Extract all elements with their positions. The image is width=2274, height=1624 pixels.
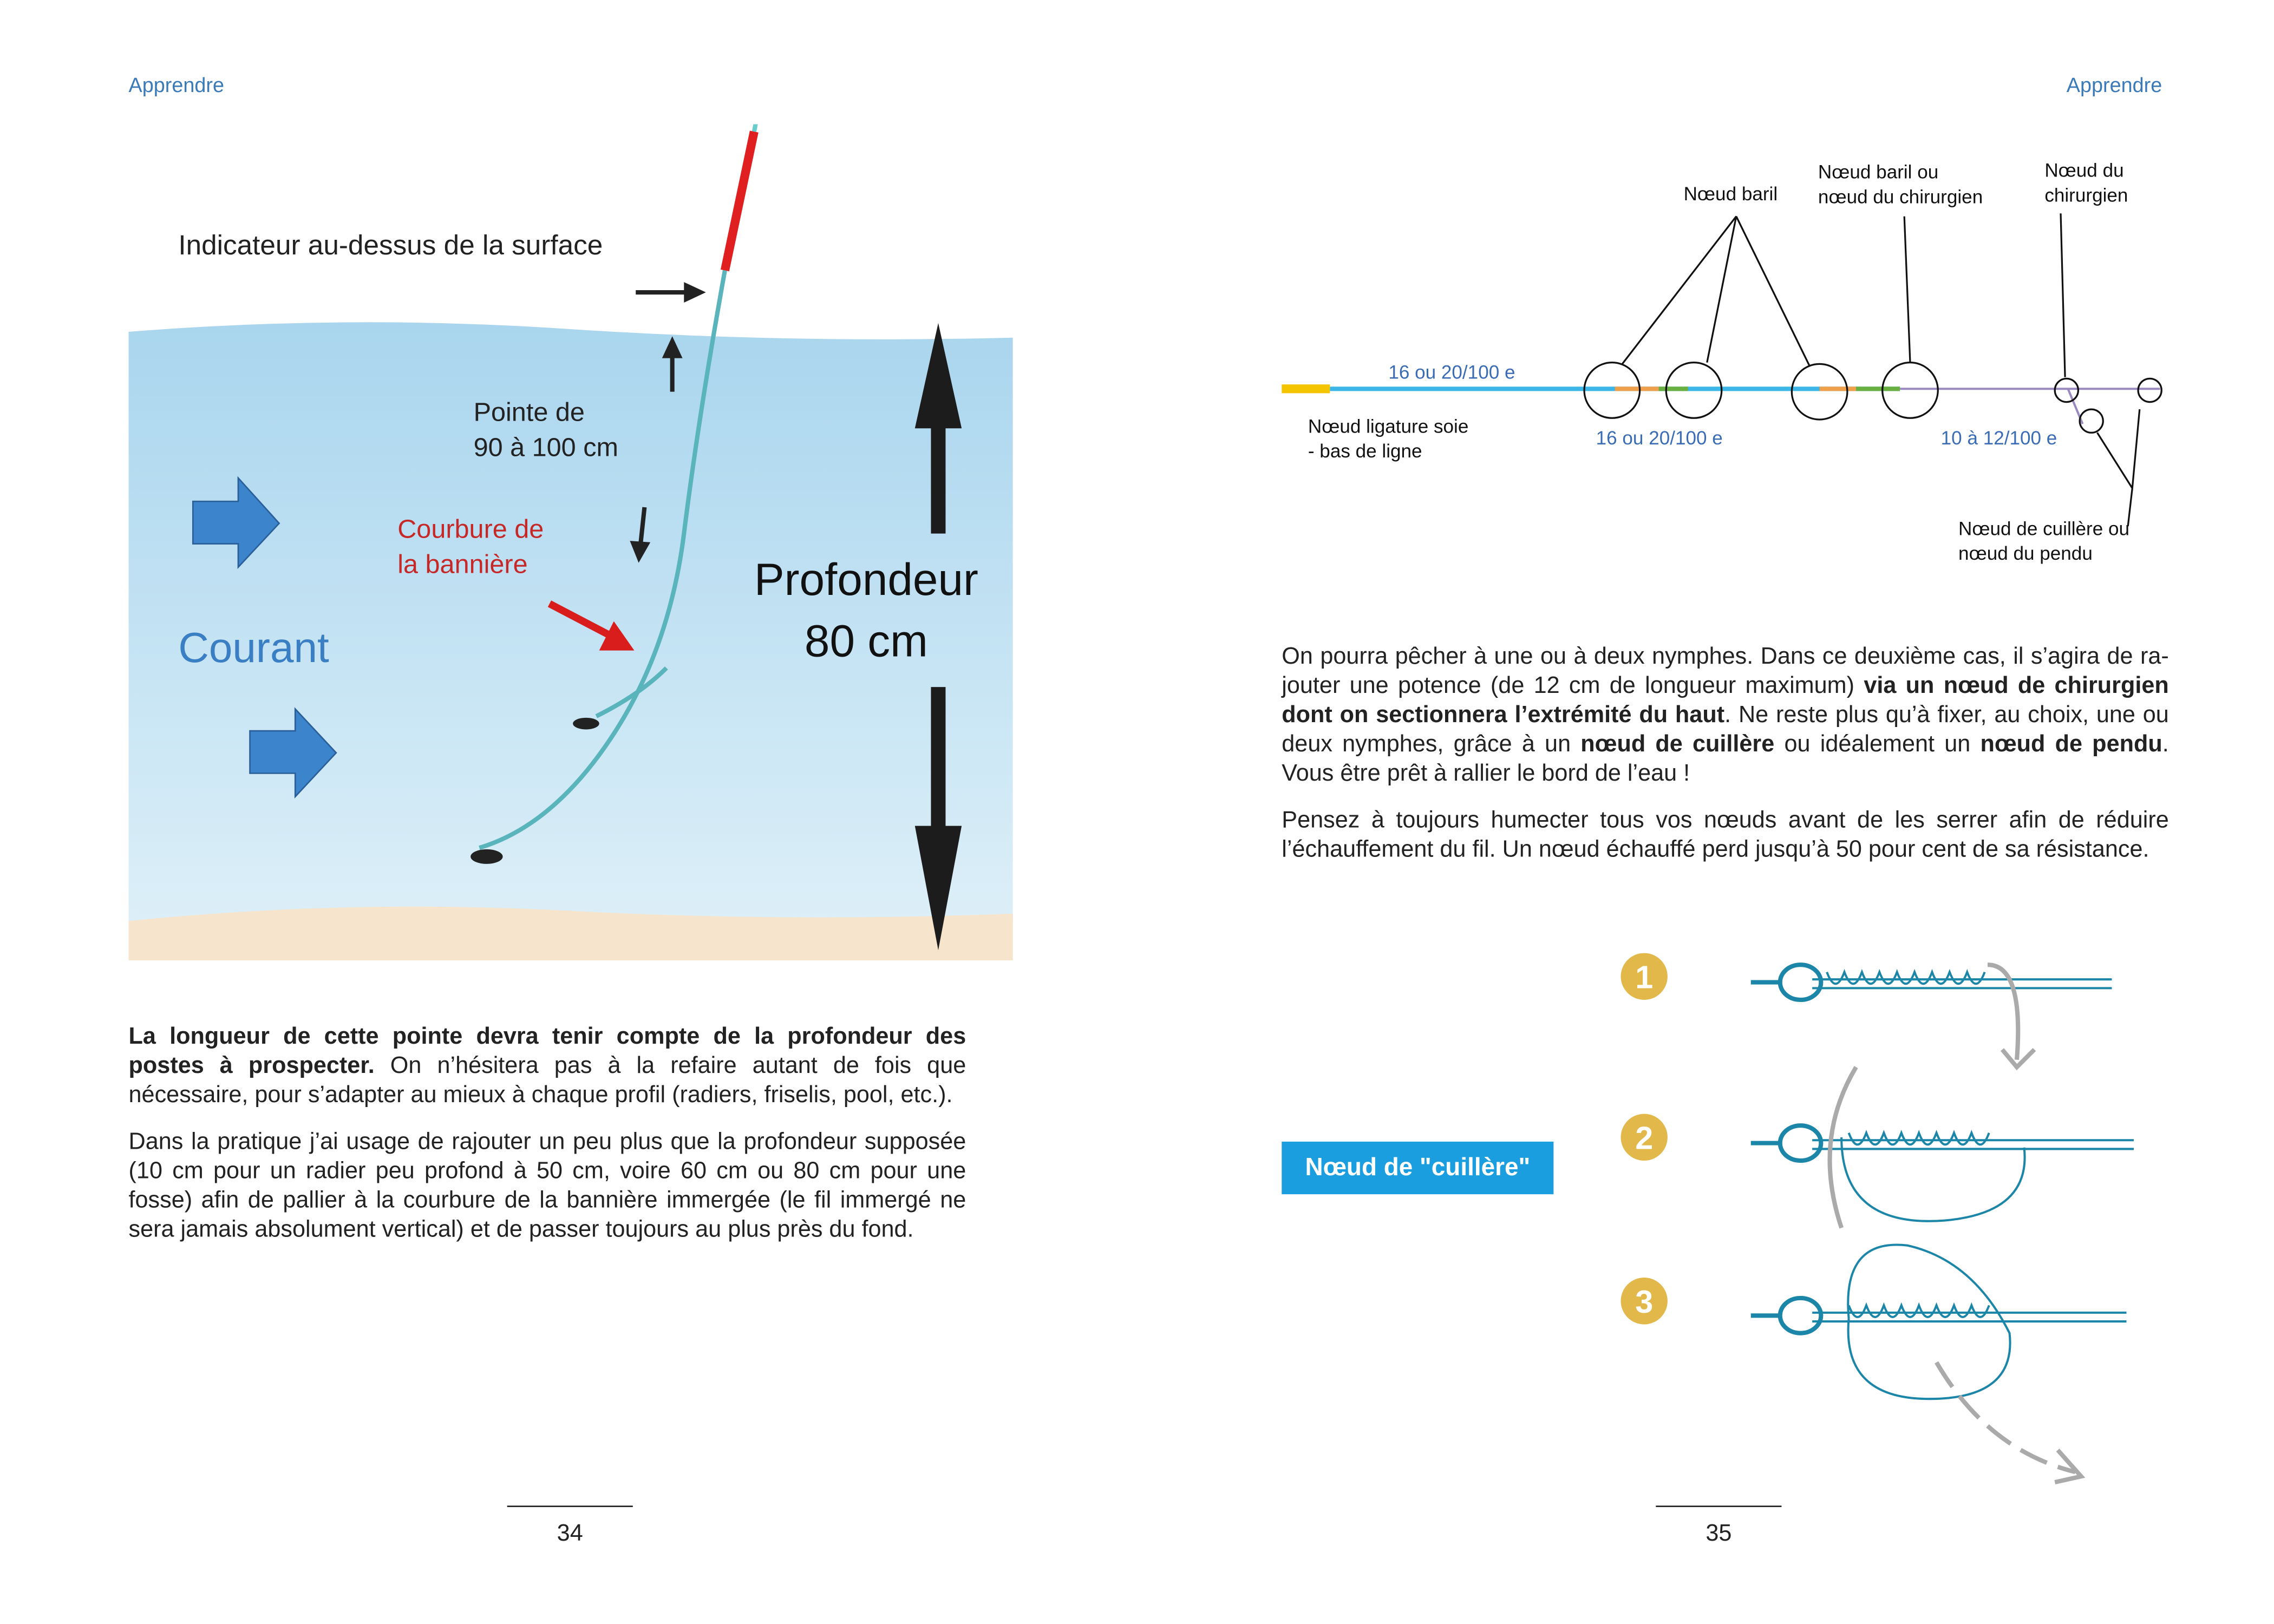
diameter-label: 16 ou 20/100 e bbox=[1596, 427, 1723, 449]
text-run: On pourra pêcher à une ou à deux nymphes. Dans ce deuxième cas, il s’agira de rajouter une potence (de 12 cm de longueur maximum) bbox=[1282, 644, 2169, 699]
label-cuillere-pendu: Nœud de cuillère ou nœud du pendu bbox=[1958, 517, 2130, 565]
diameter-label: 10 à 12/100 e bbox=[1940, 427, 2057, 449]
label-noeud-baril: Nœud baril bbox=[1683, 182, 1778, 205]
fly-line-end bbox=[1282, 384, 1330, 393]
bold-text: nœud de pendu bbox=[1980, 732, 2162, 757]
curve-label: Courbure de la bannière bbox=[397, 514, 544, 579]
label-noeud-chirurgien: Nœud du chirurgien bbox=[2044, 159, 2128, 206]
step-2 bbox=[1621, 1067, 2134, 1228]
running-head-right: Apprendre bbox=[2066, 73, 2162, 97]
paragraph bbox=[1282, 643, 2168, 789]
step-3 bbox=[1621, 1245, 2127, 1483]
paragraph: Pensez à toujours humecter tous vos nœuds avant de les serrer afin de réduire l’échauffement du fil. Un nœud échauffé perd jusqu’à 50 pour cent de sa résistance. bbox=[1282, 808, 2169, 863]
paragraph: La longueur de cette pointe devra tenir compte de la profondeur des postes à prospecter. On n’hésitera pas à la refaire autant de fois que nécessaire, pour s’adapter au mieux à chaque profil (radiers, friselis, pool, etc.). bbox=[128, 1024, 966, 1108]
nymph-icon bbox=[573, 718, 599, 730]
bold-text: via un nœud de chirurgien dont on sectionnera l’extrémité du haut bbox=[1282, 673, 2169, 728]
left-body-text bbox=[129, 1023, 966, 1263]
current-label: Courant bbox=[178, 625, 329, 673]
diameter-label: 16 ou 20/100 e bbox=[1388, 361, 1515, 383]
label-ligature: Nœud ligature soie - bas de ligne bbox=[1308, 415, 1469, 462]
knot-title-banner: Nœud de "cuillère" bbox=[1282, 1142, 1553, 1194]
paragraph: Dans la pratique j’ai usage de rajouter un peu plus que la profondeur supposée (10 cm pour un radier peu profond à 50 cm, voire 60 cm ou 80 cm pour une fosse) afin de pallier à la courbure de la bannière immergée (le fil immergé ne sera jamais absolument vertical) et de passer toujours au plus près du fond. bbox=[128, 1130, 966, 1243]
knot-circle bbox=[2080, 409, 2103, 433]
page-number-left: 34 bbox=[507, 1505, 633, 1548]
arrow-right-icon bbox=[684, 282, 705, 303]
svg-text:3: 3 bbox=[1635, 1283, 1654, 1320]
knot-circle bbox=[2138, 378, 2161, 402]
nymph-icon bbox=[471, 849, 502, 864]
text-run: ou idéalement un bbox=[1774, 732, 1981, 757]
tippet-label: Pointe de 90 à 100 cm bbox=[473, 397, 618, 462]
depth-label: Profondeur 80 cm bbox=[754, 554, 978, 667]
text-run: . Ne reste plus qu’à fixer, au choix, une ou deux nymphes, grâce à un bbox=[1282, 703, 2169, 757]
knot-circle bbox=[2055, 378, 2078, 402]
knot-circle bbox=[1792, 364, 1847, 420]
running-head-left: Apprendre bbox=[128, 73, 225, 97]
spoon-knot-steps-illustration bbox=[1608, 935, 2163, 1505]
bold-text: nœud de cuillère bbox=[1580, 732, 1775, 757]
page-number-right: 35 bbox=[1656, 1505, 1781, 1548]
indicator bbox=[725, 132, 754, 271]
step-1 bbox=[1621, 953, 2112, 1068]
text-run: . Vous être prêt à rallier le bord de l’eau ! bbox=[1282, 732, 2169, 787]
svg-text:2: 2 bbox=[1635, 1119, 1654, 1156]
svg-text:1: 1 bbox=[1635, 959, 1654, 996]
label-noeud-baril-ou-chirurgien: Nœud baril ou nœud du chirurgien bbox=[1818, 161, 1983, 208]
indicator-label: Indicateur au-dessus de la surface bbox=[178, 231, 603, 262]
right-body-text bbox=[1282, 643, 2168, 883]
